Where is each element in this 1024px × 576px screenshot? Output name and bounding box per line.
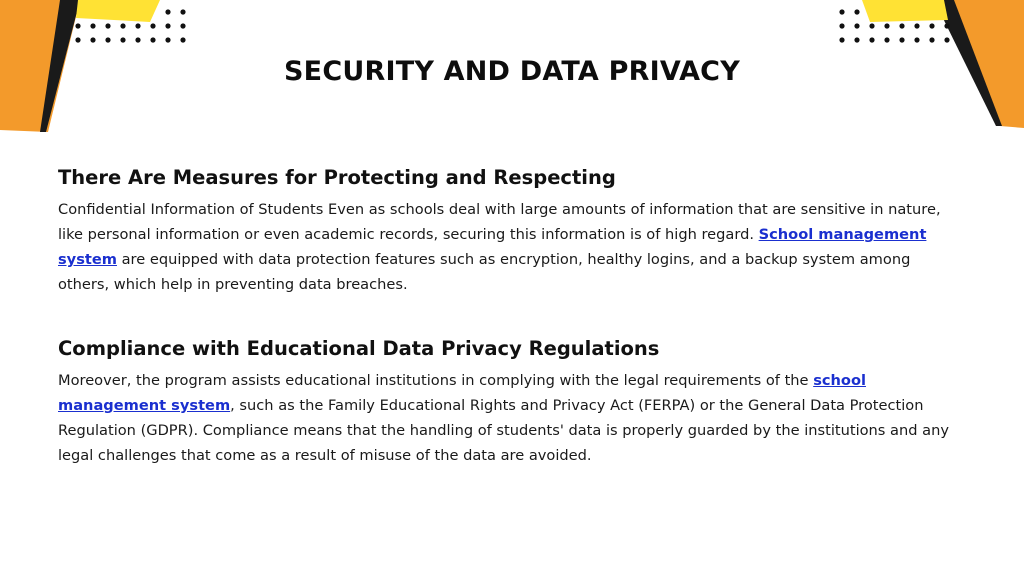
paragraph-text: Confidential Information of Students Even as schools deal with large amounts of information that are sensitive in nature, like personal information or even academic records, securing this information is of high regard. — [58, 201, 941, 243]
page-title: SECURITY AND DATA PRIVACY — [284, 56, 740, 87]
section-protecting-information — [58, 166, 963, 297]
school-management-system-link[interactable]: school management system — [58, 372, 866, 414]
section-paragraph — [58, 368, 963, 468]
paragraph-text: , such as the Family Educational Rights and Privacy Act (FERPA) or the General Data Protection Regulation (GDPR). Compliance means that the handling of students' data is properly guarded by the institutions and any legal challenges that come as a result of misuse of the data are avoided. — [58, 397, 949, 464]
section-paragraph — [58, 197, 963, 297]
paragraph-text: are equipped with data protection features such as encryption, healthy logins, and a backup system among others, which help in preventing data breaches. — [58, 251, 911, 293]
section-compliance — [58, 337, 963, 468]
section-heading: Compliance with Educational Data Privacy Regulations — [58, 337, 660, 360]
section-heading: There Are Measures for Protecting and Respecting — [58, 166, 616, 189]
paragraph-text: Moreover, the program assists educational institutions in complying with the legal requirements of the — [58, 372, 814, 389]
school-management-system-link[interactable]: School management system — [58, 226, 927, 268]
